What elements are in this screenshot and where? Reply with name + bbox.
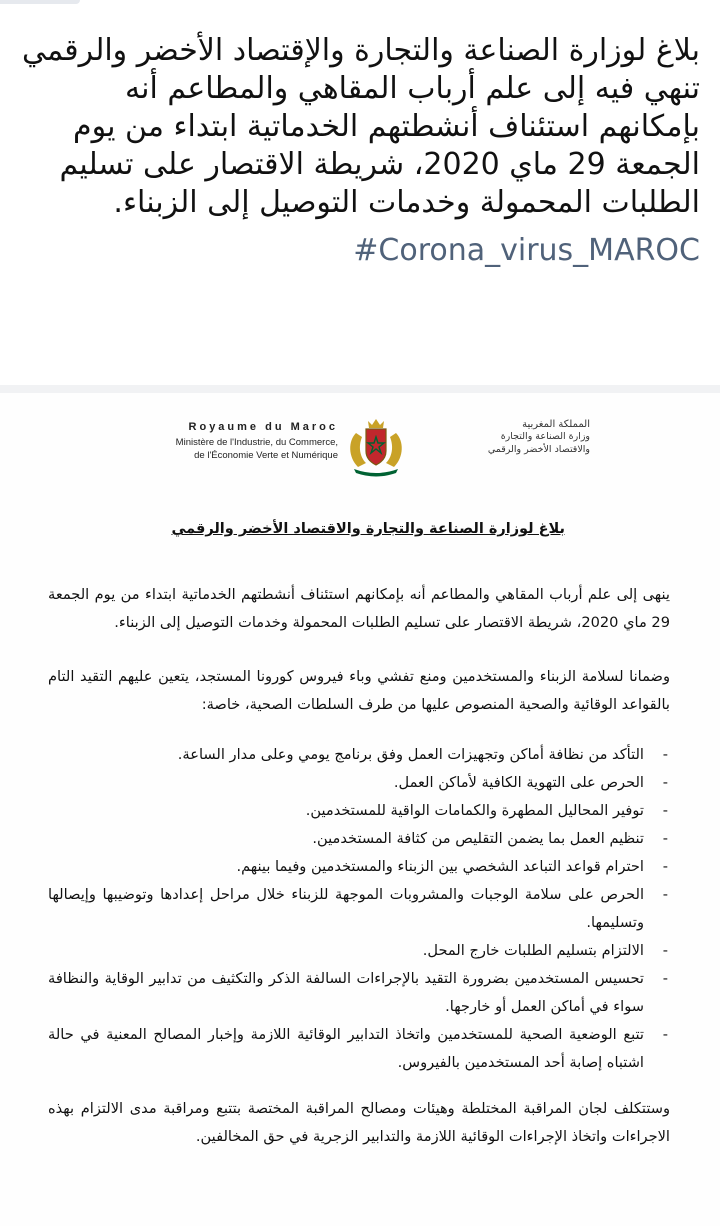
list-item-text: تحسيس المستخدمين بضرورة التقيد بالإجراءات السالفة الذكر والتكثيف من تدابير الوقاية والنظافة سواء في أماكن العمل أو خارجها. bbox=[48, 970, 644, 1015]
letterhead-arabic bbox=[420, 419, 590, 456]
post-separator bbox=[0, 385, 720, 393]
list-item bbox=[48, 1021, 668, 1077]
bullet-marker: - bbox=[662, 746, 668, 763]
letterhead-ar-line3: والاقتصاد الأخضر والرقمي bbox=[487, 444, 590, 455]
morocco-coat-of-arms-icon bbox=[342, 413, 410, 478]
list-item-text: الحرص على التهوية الكافية لأماكن العمل. bbox=[393, 774, 644, 791]
list-item bbox=[48, 965, 668, 1021]
list-item-text: تنظيم العمل بما يضمن التقليص من كثافة المستخدمين. bbox=[312, 830, 644, 847]
letterhead-ar-line2: وزارة الصناعة والتجارة bbox=[500, 431, 590, 442]
measures-list bbox=[48, 741, 670, 1077]
list-item bbox=[48, 741, 668, 769]
document-paragraph-3: وستتكلف لجان المراقبة المختلطة وهيئات ومصالح المراقبة المختصة بتتبع ومراقبة مدى الالتزام بهذه الاجراءات واتخاذ الإجراءات الوقائية اللازمة والتدابير الزجرية في حق المخالفين. bbox=[48, 1100, 670, 1145]
list-item-text: احترام قواعد التباعد الشخصي بين الزبناء والمستخدمين وفيما بينهم. bbox=[236, 858, 644, 875]
list-item bbox=[48, 825, 668, 853]
document-image[interactable] bbox=[0, 393, 720, 1226]
list-item bbox=[48, 937, 668, 965]
letterhead-ar-line1: المملكة المغربية bbox=[522, 419, 590, 430]
letterhead-fr-line2: Ministère de l'Industrie, du Commerce, bbox=[175, 437, 338, 448]
list-item bbox=[48, 853, 668, 881]
bullet-marker: - bbox=[662, 858, 668, 875]
bullet-marker: - bbox=[662, 970, 668, 987]
list-item-text: التأكد من نظافة أماكن وتجهيزات العمل وفق برنامج يومي وعلى مدار الساعة. bbox=[177, 746, 644, 763]
letterhead-fr-line3: de l'Économie Verte et Numérique bbox=[194, 450, 338, 461]
list-item bbox=[48, 769, 668, 797]
bullet-marker: - bbox=[662, 774, 668, 791]
hashtag-link[interactable]: #Corona_virus_MAROC bbox=[353, 233, 700, 268]
list-item-text: توفير المحاليل المطهرة والكمامات الواقية للمستخدمين. bbox=[305, 802, 644, 819]
list-item-text: الحرص على سلامة الوجبات والمشروبات الموجهة للزبناء خلال مراحل إعدادها وتوضيبها وإيصالها وتسليمها. bbox=[48, 886, 644, 931]
document-title: بلاغ لوزارة الصناعة والتجارة والاقتصاد الأخضر والرقمي bbox=[171, 521, 565, 537]
bullet-marker: - bbox=[662, 830, 668, 847]
bullet-marker: - bbox=[662, 1026, 668, 1043]
letterhead-fr-line1: Royaume du Maroc bbox=[188, 421, 338, 433]
letterhead bbox=[170, 413, 590, 478]
bullet-marker: - bbox=[662, 802, 668, 819]
list-item-text: الالتزام بتسليم الطلبات خارج المحل. bbox=[422, 942, 644, 959]
bullet-marker: - bbox=[662, 942, 668, 959]
document-body bbox=[48, 581, 670, 1151]
list-item-text: تتبع الوضعية الصحية للمستخدمين واتخاذ التدابير الوقائية اللازمة وإخبار المصالح المعنية في حالة اشتباه إصابة أحد المستخدمين بالفيروس. bbox=[48, 1026, 644, 1071]
document-paragraph-1: ينهى إلى علم أرباب المقاهي والمطاعم أنه بإمكانهم استئناف أنشطتهم الخدماتية ابتداء من يوم الجمعة 29 ماي 2020، شريطة الاقتصار على تسليم الطلبات المحمولة وخدمات التوصيل إلى الزبناء. bbox=[48, 586, 670, 631]
letterhead-french bbox=[170, 421, 338, 462]
post-text: بلاغ لوزارة الصناعة والتجارة والإقتصاد الأخضر والرقمي تنهي فيه إلى علم أرباب المقاهي والمطاعم أنه بإمكانهم استئناف أنشطتهم الخدماتية ابتداء من يوم الجمعة 29 ماي 2020، شريطة الاقتصار على تسليم الطلبات المحمولة وخدمات التوصيل إلى الزبناء. bbox=[21, 33, 700, 220]
list-item bbox=[48, 797, 668, 825]
bullet-marker: - bbox=[662, 886, 668, 903]
post-content bbox=[0, 0, 720, 385]
list-item bbox=[48, 881, 668, 937]
document-paragraph-2: وضمانا لسلامة الزبناء والمستخدمين ومنع تفشي وباء فيروس كورونا المستجد، يتعين عليهم التقيد التام بالقواعد الوقائية والصحية المنصوص عليها من طرف السلطات الصحية، خاصة: bbox=[48, 668, 670, 713]
